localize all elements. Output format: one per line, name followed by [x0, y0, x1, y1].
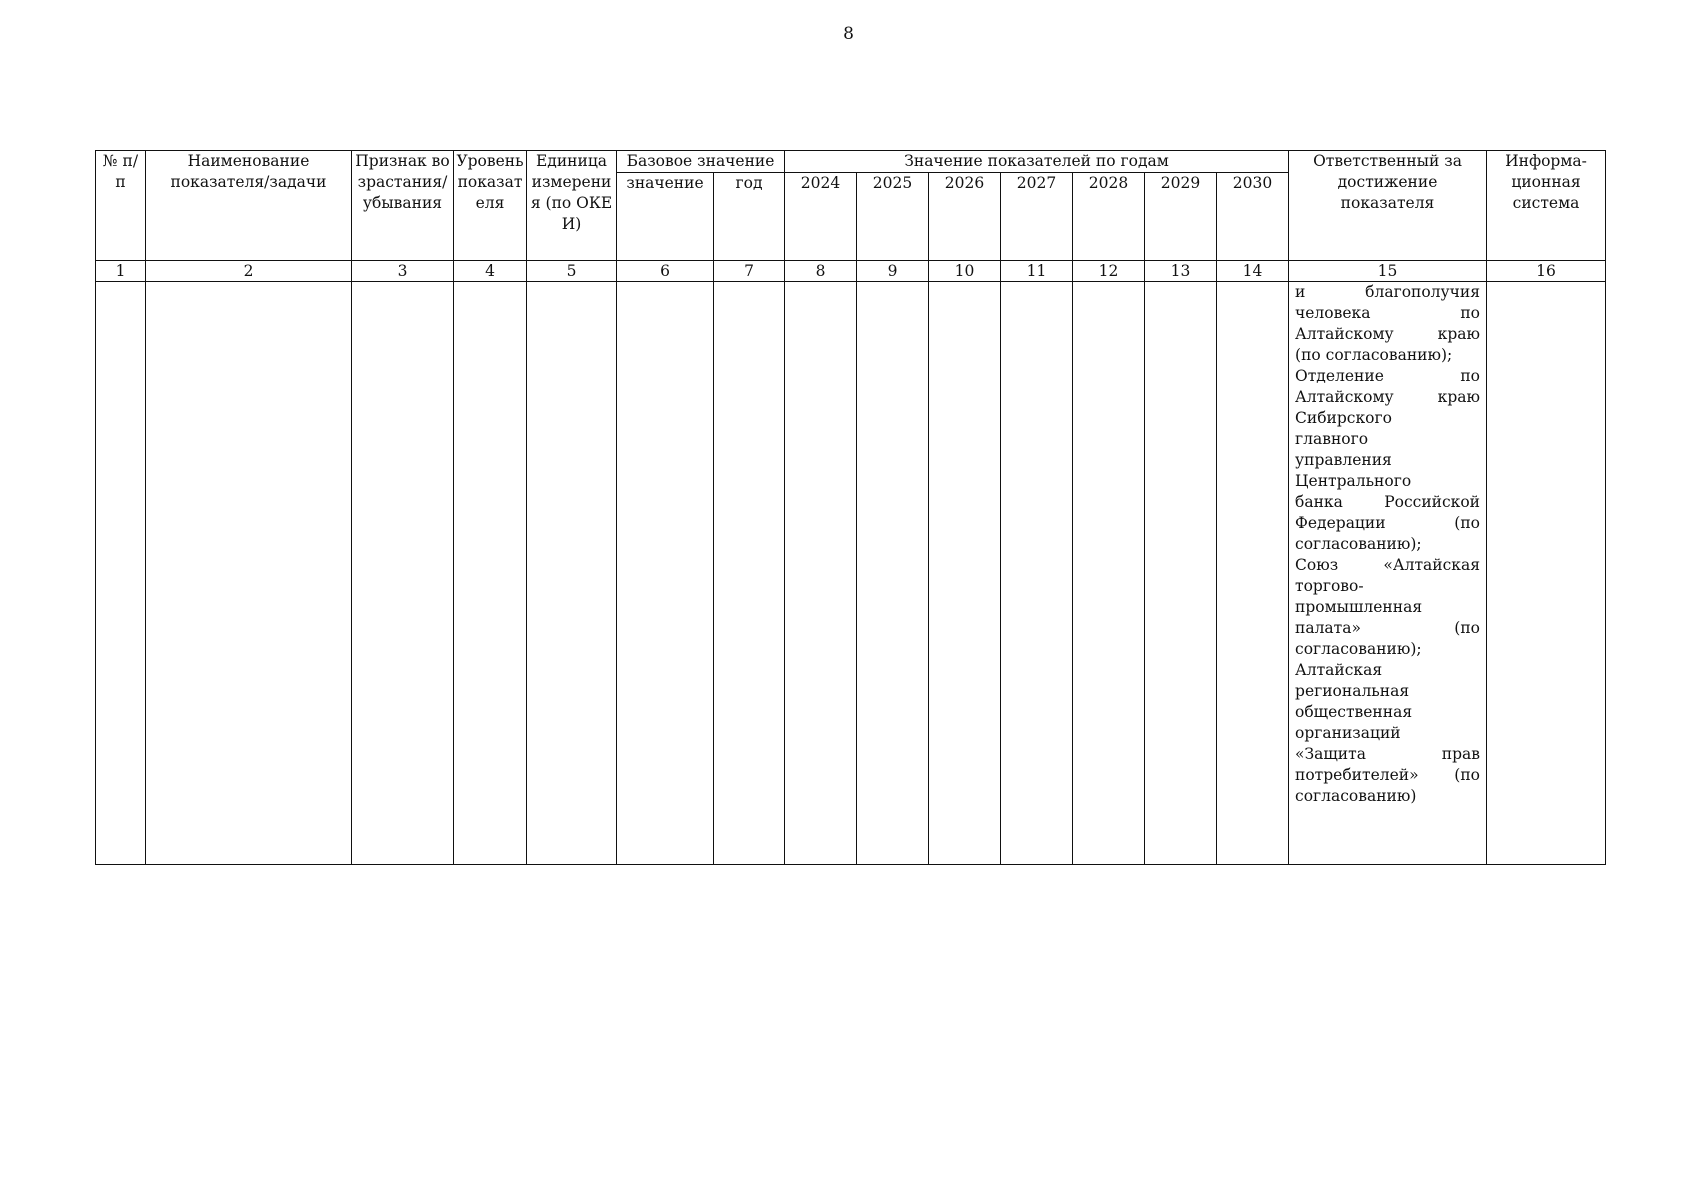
column-number: 5 — [527, 261, 617, 282]
responsible-line: управления — [1295, 451, 1392, 469]
responsible-line: Алтайскому краю — [1295, 388, 1481, 406]
indicators-table — [95, 150, 1606, 865]
column-number: 14 — [1217, 261, 1289, 282]
page-number: 8 — [843, 24, 854, 44]
responsible-line: Отделение по — [1295, 367, 1481, 385]
responsible-line: палата» (по — [1295, 619, 1481, 637]
header-year-2026: 2026 — [929, 173, 1001, 261]
cell-base-year — [714, 282, 785, 865]
responsible-line: согласованию) — [1295, 787, 1417, 805]
column-number: 12 — [1073, 261, 1145, 282]
column-number: 10 — [929, 261, 1001, 282]
responsible-line: общественная — [1295, 703, 1413, 721]
header-info-system: Информа-ционная система — [1487, 151, 1606, 261]
responsible-line: согласованию); — [1295, 535, 1422, 553]
cell-unit — [527, 282, 617, 865]
column-number: 16 — [1487, 261, 1606, 282]
column-number: 3 — [352, 261, 454, 282]
column-number: 7 — [714, 261, 785, 282]
responsible-line: промышленная — [1295, 598, 1423, 616]
column-number: 2 — [146, 261, 352, 282]
header-base-group: Базовое значение — [617, 151, 785, 173]
responsible-line: человека по — [1295, 304, 1481, 322]
header-name: Наименование показателя/задачи — [146, 151, 352, 261]
column-number: 4 — [454, 261, 527, 282]
header-base-year: год — [714, 173, 785, 261]
responsible-line: и благополучия — [1295, 283, 1481, 301]
column-number: 11 — [1001, 261, 1073, 282]
header-year-2025: 2025 — [857, 173, 929, 261]
cell-responsible — [1289, 282, 1487, 865]
column-number-row — [96, 261, 1606, 282]
responsible-line: (по согласованию); — [1295, 346, 1453, 364]
column-number: 6 — [617, 261, 714, 282]
cell-2029 — [1145, 282, 1217, 865]
responsible-line: потребителей» (по — [1295, 766, 1481, 784]
cell-name — [146, 282, 352, 865]
header-num: № п/п — [96, 151, 146, 261]
responsible-line: торгово- — [1295, 577, 1364, 595]
responsible-line: согласованию); — [1295, 640, 1422, 658]
responsible-line: Сибирского — [1295, 409, 1392, 427]
column-number: 13 — [1145, 261, 1217, 282]
header-year-2030: 2030 — [1217, 173, 1289, 261]
responsible-line: Центрального — [1295, 472, 1412, 490]
responsible-line: организаций — [1295, 724, 1401, 742]
header-unit: Единица измерения (по ОКЕИ) — [527, 151, 617, 261]
responsible-line: Союз «Алтайская — [1295, 556, 1481, 574]
cell-num — [96, 282, 146, 865]
header-base-value: значение — [617, 173, 714, 261]
header-year-2024: 2024 — [785, 173, 857, 261]
cell-2026 — [929, 282, 1001, 865]
cell-level — [454, 282, 527, 865]
column-number: 8 — [785, 261, 857, 282]
responsible-line: Федерации (по — [1295, 514, 1481, 532]
header-sign: Признак возрастания/ убывания — [352, 151, 454, 261]
cell-base-value — [617, 282, 714, 865]
column-number: 1 — [96, 261, 146, 282]
header-years-group: Значение показателей по годам — [785, 151, 1289, 173]
responsible-line: Алтайская — [1295, 661, 1383, 679]
responsible-line: «Защита прав — [1295, 745, 1481, 763]
cell-2027 — [1001, 282, 1073, 865]
header-row-1 — [96, 151, 1606, 173]
cell-2025 — [857, 282, 929, 865]
header-responsible: Ответственный за достижение показателя — [1289, 151, 1487, 261]
header-level: Уровень показателя — [454, 151, 527, 261]
responsible-line: главного — [1295, 430, 1369, 448]
header-year-2028: 2028 — [1073, 173, 1145, 261]
header-year-2029: 2029 — [1145, 173, 1217, 261]
responsible-line: региональная — [1295, 682, 1410, 700]
cell-2028 — [1073, 282, 1145, 865]
responsible-line: Алтайскому краю — [1295, 325, 1481, 343]
cell-2030 — [1217, 282, 1289, 865]
cell-info-system — [1487, 282, 1606, 865]
column-number: 15 — [1289, 261, 1487, 282]
table-row — [96, 282, 1606, 865]
column-number: 9 — [857, 261, 929, 282]
responsible-line: банка Российской — [1295, 493, 1481, 511]
cell-2024 — [785, 282, 857, 865]
cell-sign — [352, 282, 454, 865]
header-year-2027: 2027 — [1001, 173, 1073, 261]
